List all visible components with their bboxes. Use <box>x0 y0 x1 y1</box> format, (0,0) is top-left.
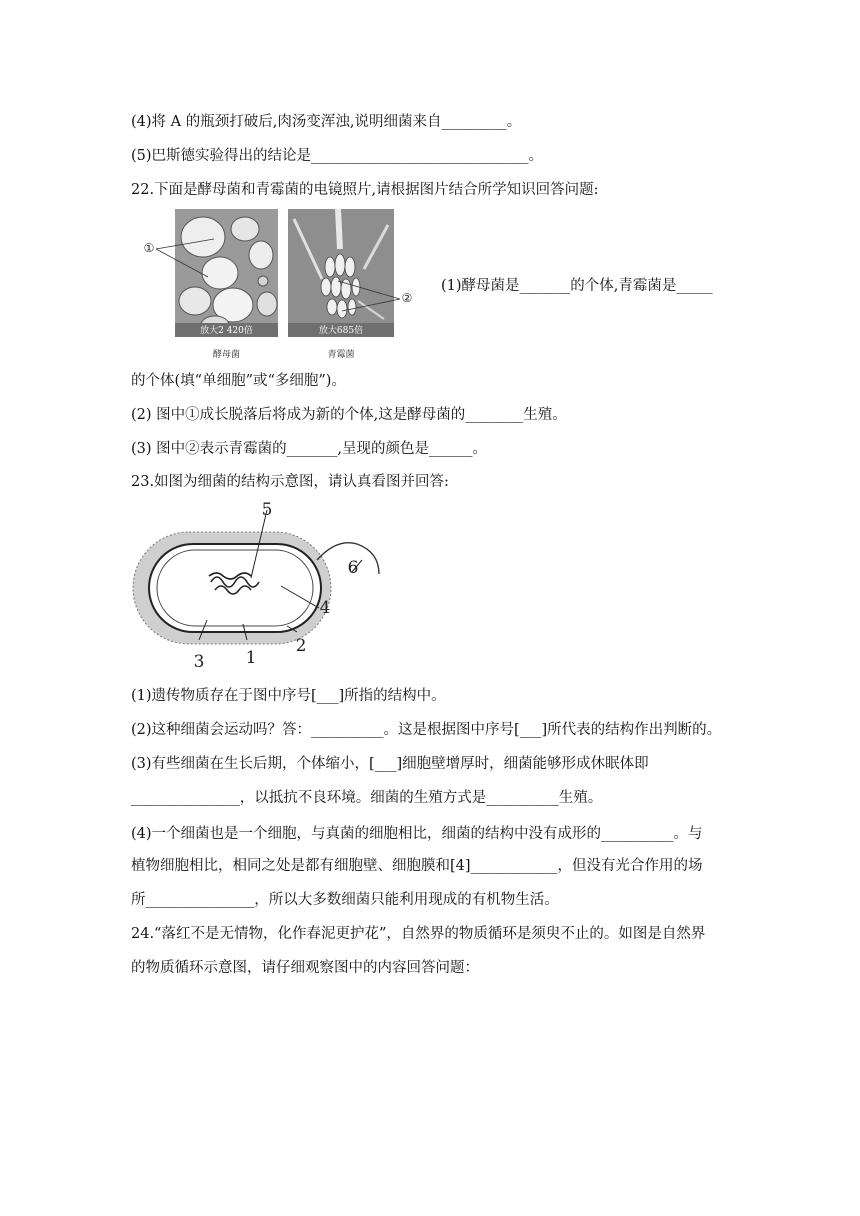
bacteria-label-1: 1 <box>245 648 257 668</box>
q23-stem: 23.如图为细菌的结构示意图，请认真看图并回答: <box>131 474 449 490</box>
q23-q3-line2: _______________，以抵抗不良环境。细菌的生殖方式是__________生殖。 <box>131 790 603 806</box>
q22-q1-part1: (1)酵母菌是_______的个体,青霉菌是_____ <box>441 278 713 294</box>
q22-q3: (3) 图中②表示青霉菌的_______,呈现的颜色是______。 <box>131 441 488 457</box>
yeast-magnification: 放大2 420倍 <box>200 326 253 336</box>
q21-line5: (5)巴斯德实验得出的结论是______________________________。 <box>131 148 544 164</box>
q24-line2: 的物质循环示意图，请仔细观察图中的内容回答问题： <box>131 960 479 976</box>
q23-q4-line1: (4)一个细菌也是一个细胞，与真菌的细胞相比，细菌的结构中没有成形的__________。与 <box>131 826 703 842</box>
q24-line1: 24.“落红不是无情物，化作春泥更护花”，自然界的物质循环是须臾不止的。如图是自然界 <box>131 926 706 942</box>
bacteria-structure-diagram <box>127 500 387 672</box>
bacteria-figure <box>127 500 387 672</box>
q21-line4: (4)将 A 的瓶颈打破后,肉汤变浑浊,说明细菌来自_________。 <box>131 114 522 130</box>
q22-q2: (2) 图中①成长脱落后将成为新的个体,这是酵母菌的________生殖。 <box>131 407 567 423</box>
q22-q1-part2: 的个体(填“单细胞”或“多细胞”)。 <box>131 373 346 389</box>
q23-q2: (2)这种细菌会运动吗？答：__________。这是根据图中序号[___]所代表的结构作出判断的。 <box>131 722 722 738</box>
figure-leader-lines <box>142 207 402 362</box>
q23-q4-line3: 所_______________，所以大多数细菌只能利用现成的有机物生活。 <box>131 892 559 908</box>
q23-q1: (1)遗传物质存在于图中序号[___]所指的结构中。 <box>131 688 446 704</box>
bacteria-label-3: 3 <box>193 652 205 672</box>
q23-q3-line1: (3)有些细菌在生长后期，个体缩小，[___]细胞壁增厚时，细菌能够形成休眠体即 <box>131 756 649 772</box>
q23-q4-line2: 植物细胞相比，相同之处是都有细胞壁、细胞膜和[4]____________，但没有光合作用的场 <box>131 858 703 874</box>
bacteria-label-5: 5 <box>261 500 273 520</box>
bacteria-label-6: 6 <box>347 558 359 578</box>
bacteria-label-2: 2 <box>295 636 307 656</box>
marker-2: ② <box>401 291 413 305</box>
marker-1: ① <box>143 241 155 255</box>
penicillium-magnification: 放大685倍 <box>318 326 364 336</box>
q22-figure <box>142 207 413 362</box>
yeast-name: 酵母菌 <box>212 350 240 360</box>
penicillium-name: 青霉菌 <box>327 350 355 360</box>
q22-stem: 22.下面是酵母菌和青霉菌的电镜照片,请根据图片结合所学知识回答问题: <box>131 182 599 198</box>
bacteria-label-4: 4 <box>319 598 331 618</box>
